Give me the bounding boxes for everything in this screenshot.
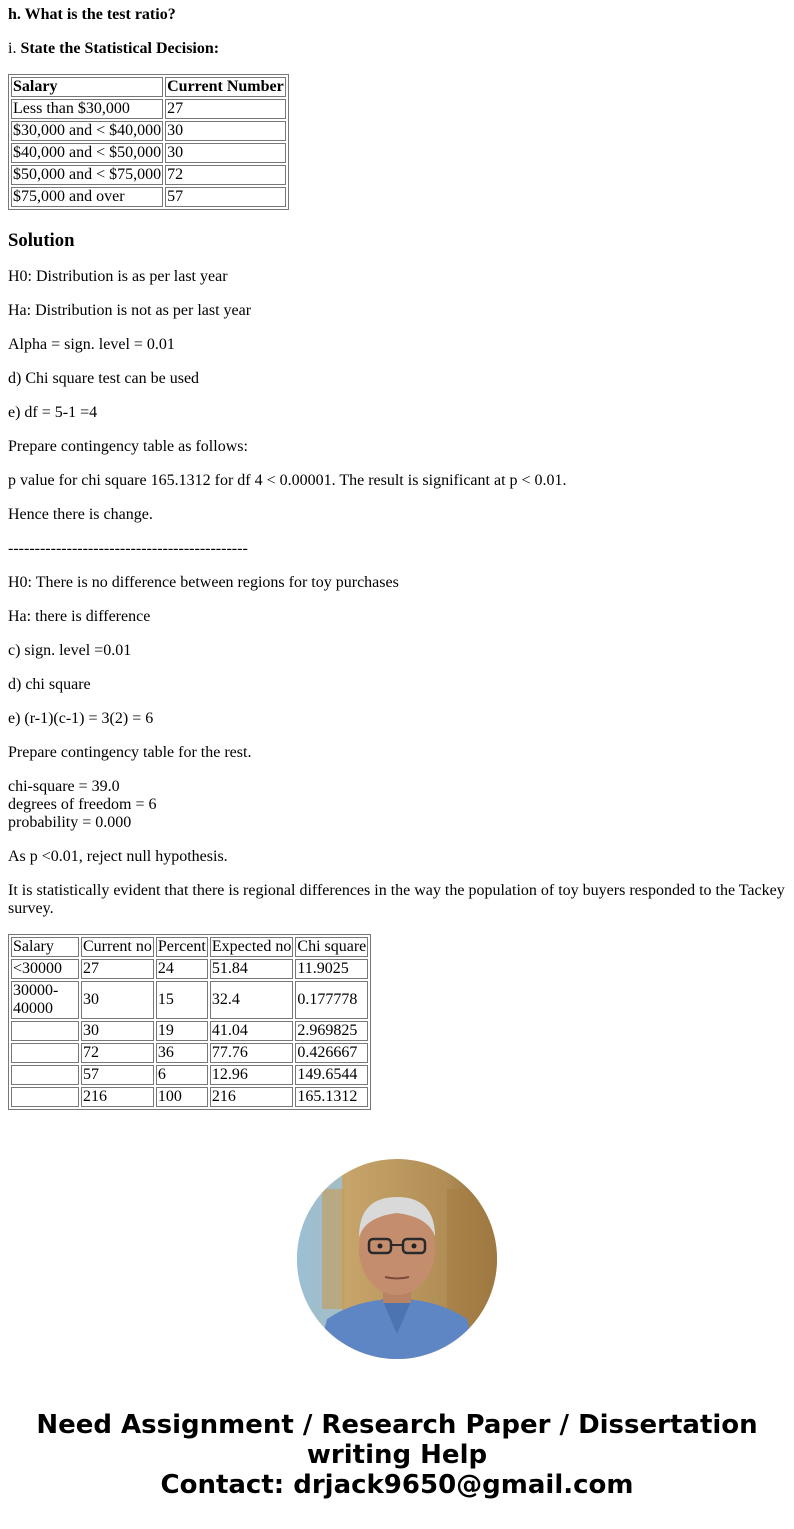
solution-line: Alpha = sign. level = 0.01 <box>8 336 175 353</box>
table-cell: 100 <box>156 1087 208 1107</box>
table-row <box>11 1021 368 1041</box>
table-cell: 72 <box>165 165 286 185</box>
table-cell: 0.177778 <box>295 981 368 1019</box>
table-cell: 24 <box>156 959 208 979</box>
table-cell: 57 <box>165 187 286 207</box>
solution-line: Hence there is change. <box>8 506 153 523</box>
footer-line-2: writing Help <box>306 1440 488 1470</box>
solution-line: e) (r-1)(c-1) = 3(2) = 6 <box>8 710 154 727</box>
degrees-of-freedom: degrees of freedom = 6 <box>8 796 157 813</box>
table-header-row <box>11 77 286 97</box>
chi-square-value: chi-square = 39.0 <box>8 778 120 795</box>
table-row <box>11 981 368 1019</box>
solution-line: p value for chi square 165.1312 for df 4 < 0.00001. The result is significant at p < 0.01. <box>8 472 567 489</box>
table-cell: 30 <box>81 1021 154 1041</box>
table-cell: 19 <box>156 1021 208 1041</box>
table-cell: 41.04 <box>210 1021 294 1041</box>
question-h: h. What is the test ratio? <box>8 6 176 23</box>
author-photo <box>297 1159 497 1359</box>
table-cell: 27 <box>81 959 154 979</box>
document <box>0 6 794 1110</box>
table-cell: 15 <box>156 981 208 1019</box>
table-row <box>11 1065 368 1085</box>
table-row <box>11 143 286 163</box>
table-cell: 12.96 <box>210 1065 294 1085</box>
solution-line: d) chi square <box>8 676 91 693</box>
solution-line: Prepare contingency table for the rest. <box>8 744 252 761</box>
table-cell: 165.1312 <box>295 1087 368 1107</box>
table-cell: 51.84 <box>210 959 294 979</box>
table-row <box>11 99 286 119</box>
salary-table <box>8 74 289 210</box>
chi-square-table <box>8 934 371 1110</box>
table-row <box>11 121 286 141</box>
table-cell <box>11 1087 79 1107</box>
solution-line: H0: There is no difference between regions for toy purchases <box>8 574 399 591</box>
author-avatar <box>297 1159 497 1359</box>
table-cell: 11.9025 <box>295 959 368 979</box>
table-row <box>11 187 286 207</box>
table-header-cell: Expected no <box>211 938 292 955</box>
table-cell: 0.426667 <box>295 1043 368 1063</box>
table-cell: $75,000 and over <box>11 187 163 207</box>
solution-line: Ha: Distribution is not as per last year <box>8 302 252 319</box>
table-cell: $30,000 and < $40,000 <box>13 122 162 139</box>
table-cell: 30 <box>165 143 286 163</box>
question-i <box>8 40 786 58</box>
table-header-row <box>11 937 368 957</box>
question-i-prefix: i. <box>8 40 21 57</box>
table-row <box>11 165 286 185</box>
table-cell: $40,000 and < $50,000 <box>13 144 162 161</box>
table-cell: 30 <box>81 981 154 1019</box>
table-row <box>11 959 368 979</box>
table-header-cell: Percent <box>157 938 206 955</box>
footer-contact: Contact: drjack9650@gmail.com <box>160 1470 634 1500</box>
table-header-cell: Current no <box>83 938 152 955</box>
table-cell <box>11 1021 79 1041</box>
solution-line: d) Chi square test can be used <box>8 370 200 387</box>
decision-line: As p <0.01, reject null hypothesis. <box>8 848 228 865</box>
table-cell: 36 <box>156 1043 208 1063</box>
table-cell: 57 <box>81 1065 154 1085</box>
table-cell: 77.76 <box>210 1043 294 1063</box>
solution-heading: Solution <box>8 230 75 251</box>
table-cell: $50,000 and < $75,000 <box>13 166 162 183</box>
table-cell: Less than $30,000 <box>11 99 163 119</box>
table-header-cell: Salary <box>11 77 163 97</box>
solution-line: Prepare contingency table as follows: <box>8 438 248 455</box>
footer-banner <box>0 1410 794 1500</box>
table-cell: 2.969825 <box>295 1021 368 1041</box>
divider-line: --------------------------------------------- <box>8 540 248 557</box>
table-cell <box>11 1043 79 1063</box>
conclusion-line: It is statistically evident that there is regional differences in the way the population of toy buyers responded to the Tackey survey. <box>8 882 785 917</box>
table-cell: 72 <box>81 1043 154 1063</box>
stats-block <box>8 778 786 832</box>
probability-value: probability = 0.000 <box>8 814 132 831</box>
table-cell: 216 <box>210 1087 294 1107</box>
solution-line: Ha: there is difference <box>8 608 151 625</box>
table-cell: <30000 <box>11 959 79 979</box>
table-cell: 30000-40000 <box>11 981 79 1019</box>
table-cell: 6 <box>156 1065 208 1085</box>
table-cell: 149.6544 <box>295 1065 368 1085</box>
solution-line: e) df = 5-1 =4 <box>8 404 98 421</box>
table-cell: 216 <box>81 1087 154 1107</box>
table-header-cell: Chi square <box>297 938 367 955</box>
table-row <box>11 1043 368 1063</box>
solution-line: H0: Distribution is as per last year <box>8 268 228 285</box>
table-cell: 32.4 <box>210 981 294 1019</box>
table-row <box>11 1087 368 1107</box>
question-i-label: State the Statistical Decision: <box>20 40 220 57</box>
table-cell: 27 <box>165 99 286 119</box>
table-header-cell: Salary <box>11 937 79 957</box>
footer-line-1: Need Assignment / Research Paper / Dissertation <box>36 1410 758 1440</box>
table-header-cell: Current Number <box>167 78 284 95</box>
table-cell <box>11 1065 79 1085</box>
table-cell: 30 <box>165 121 286 141</box>
solution-line: c) sign. level =0.01 <box>8 642 132 659</box>
